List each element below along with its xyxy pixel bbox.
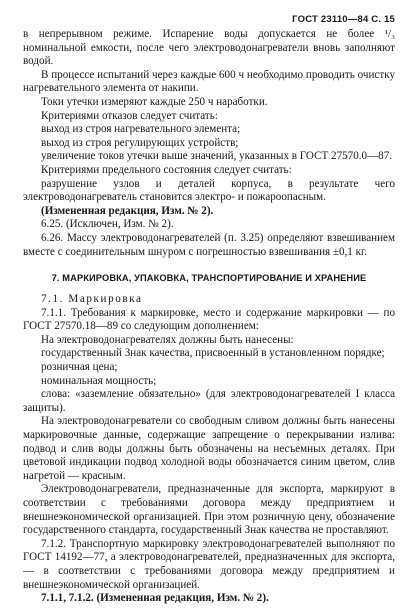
paragraph: Электроводонагреватели, предназначенные для экспорта, маркируют в соответствии с требованиями договора между предприятием и внешнеэкономической организацией. При этом розничную цену, обозначение государственного стандарта, государственный Знак качества не проставляют.: [23, 483, 395, 537]
paragraph-7-1-1: 7.1.1. Требования к маркировке, место и содержание маркировки — по ГОСТ 27570.18—89 со следующим дополнением:: [23, 306, 395, 333]
subsection-title: 7.1. Маркировка: [41, 293, 143, 306]
page-header: ГОСТ 23110—84 С. 15: [292, 14, 395, 25]
paragraph: выход из строя регулирующих устройств;: [41, 136, 239, 149]
paragraph-6-26: 6.26. Массу электроводонагревателей (п. 3.25) определяют взвешиванием вместе с соединительным шнуром с погрешностью взвешивания ±0,1 кг.: [23, 231, 395, 258]
section-title: 7. МАРКИРОВКА, УПАКОВКА, ТРАНСПОРТИРОВАНИЕ И ХРАНЕНИЕ: [51, 273, 367, 284]
paragraph: В процессе испытаний через каждые 600 ч необходимо проводить очистку нагревательного элемента от накипи.: [23, 68, 395, 95]
body-text-bottom: [23, 293, 395, 606]
paragraph: увеличение токов утечки выше значений, указанных в ГОСТ 27570.0—87.: [41, 150, 393, 163]
paragraph: Токи утечки измеряют каждые 250 ч наработки.: [41, 95, 268, 108]
paragraph: На электроводонагреватели со свободным сливом должны быть нанесены маркировочные данные, содержащие запрещение о перекрывании излива: подвод и слив воды должны быть обозначены на несъемных деталях. При цветовой индикации подвод холодной воды обозначается синим цветом, слив нагретой — красным.: [23, 415, 395, 482]
paragraph: государственный Знак качества, присвоенный в установленном порядке;: [41, 347, 385, 360]
paragraph: слова: «заземление обязательно» (для электроводонагревателей I класса защиты).: [23, 388, 395, 414]
amendment-note: (Измененная редакция, Изм. № 2).: [41, 204, 214, 217]
paragraph: в непрерывном режиме. Испарение воды допускается не более ¹/₃ номинальной емкости, после чего электроводонагреватели вновь заполняют водой.: [23, 28, 395, 68]
paragraph: номинальная мощность;: [41, 374, 157, 387]
paragraph: На электроводонагревателях должны быть нанесены:: [41, 333, 294, 346]
paragraph: Критериями отказов следует считать:: [41, 109, 218, 122]
paragraph: Критериями предельного состояния следует считать:: [41, 163, 292, 176]
amendment-note: 7.1.1, 7.1.2. (Измененная редакция, Изм. № 2).: [41, 592, 269, 605]
paragraph: разрушение узлов и деталей корпуса, в результате чего электроводонагреватель становится электро- и пожароопасным.: [23, 177, 395, 204]
paragraph-7-1-2: 7.1.2. Транспортную маркировку электроводонагревателей выполняют по ГОСТ 14192—77, а электроводонагревателей, предназначенных для экспорта, — в соответствии с требованиями договора между предприятием и внешнеэкономической организацией.: [23, 537, 395, 591]
paragraph-6-25: 6.25. (Исключен, Изм. № 2).: [41, 218, 174, 231]
paragraph: выход из строя нагревательного элемента;: [41, 123, 241, 136]
paragraph: розничная цена;: [41, 361, 118, 374]
body-text-top: [23, 28, 395, 259]
